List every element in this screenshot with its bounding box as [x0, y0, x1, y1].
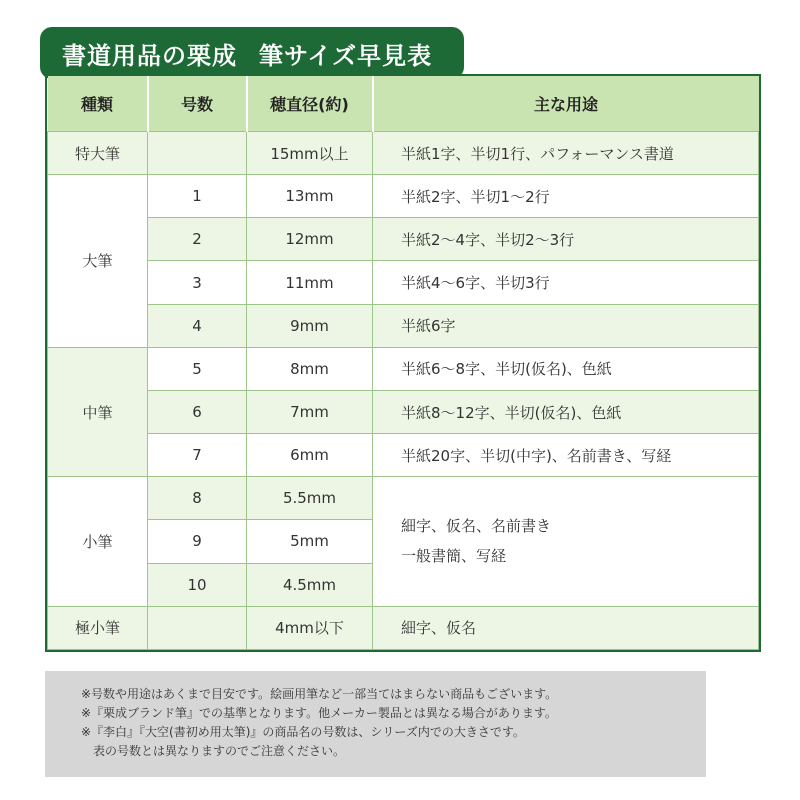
table-row [48, 132, 759, 175]
table-row [48, 218, 759, 261]
cell-diameter: 7mm [247, 390, 373, 433]
cell-diameter: 8mm [247, 347, 373, 390]
note-line: ※『李白』『大空(書初め用太筆)』の商品名の号数は、シリーズ内での大きさです。 [81, 725, 525, 739]
page-title [40, 27, 464, 79]
table-row [48, 175, 759, 218]
cell-number: 2 [148, 218, 247, 261]
cell-diameter: 11mm [247, 261, 373, 304]
cell-number: 9 [148, 520, 247, 563]
usage-line: 一般書簡、写経 [401, 547, 507, 566]
cell-usage: 半紙2～4字、半切2～3行 [373, 218, 759, 261]
title-shop-name: 書道用品の栗成 [62, 41, 237, 70]
cell-number: 8 [148, 477, 247, 520]
cell-number: 10 [148, 563, 247, 606]
cell-number [148, 132, 247, 175]
table-row [48, 606, 759, 649]
cell-number [148, 606, 247, 649]
cell-diameter: 6mm [247, 434, 373, 477]
cell-diameter: 4.5mm [247, 563, 373, 606]
table-row [48, 304, 759, 347]
cell-usage [373, 477, 759, 606]
cell-type: 極小筆 [48, 606, 148, 649]
cell-number: 1 [148, 175, 247, 218]
cell-number: 4 [148, 304, 247, 347]
table-header-row [48, 76, 759, 132]
table-row [48, 261, 759, 304]
brush-size-table [47, 76, 759, 650]
cell-usage: 半紙8～12字、半切(仮名)、色紙 [373, 390, 759, 433]
cell-usage: 半紙4～6字、半切3行 [373, 261, 759, 304]
cell-diameter: 15mm以上 [247, 132, 373, 175]
cell-diameter: 4mm以下 [247, 606, 373, 649]
table-row [48, 434, 759, 477]
cell-diameter: 13mm [247, 175, 373, 218]
title-chart-name: 筆サイズ早見表 [259, 41, 433, 70]
cell-diameter: 12mm [247, 218, 373, 261]
cell-number: 6 [148, 390, 247, 433]
cell-number: 3 [148, 261, 247, 304]
cell-usage: 半紙6字 [373, 304, 759, 347]
note-line: ※号数や用途はあくまで目安です。絵画用筆など一部当てはまらない商品もございます。 [81, 687, 558, 701]
header-number: 号数 [148, 76, 247, 132]
cell-usage: 半紙20字、半切(中字)、名前書き、写経 [373, 434, 759, 477]
cell-usage: 半紙1字、半切1行、パフォーマンス書道 [373, 132, 759, 175]
cell-usage: 半紙2字、半切1～2行 [373, 175, 759, 218]
cell-diameter: 9mm [247, 304, 373, 347]
brush-size-table-container [45, 74, 761, 652]
header-type: 種類 [48, 76, 148, 132]
note-line: 表の号数とは異なりますのでご注意ください。 [93, 744, 346, 758]
cell-usage: 細字、仮名 [373, 606, 759, 649]
cell-type: 大筆 [48, 175, 148, 348]
table-row [48, 390, 759, 433]
usage-line: 細字、仮名、名前書き [401, 517, 552, 536]
notes-box [45, 671, 706, 777]
cell-usage: 半紙6～8字、半切(仮名)、色紙 [373, 347, 759, 390]
note-line: ※『栗成ブランド筆』での基準となります。他メーカー製品とは異なる場合があります。 [81, 706, 557, 720]
cell-diameter: 5mm [247, 520, 373, 563]
cell-diameter: 5.5mm [247, 477, 373, 520]
cell-type: 中筆 [48, 347, 148, 476]
cell-number: 5 [148, 347, 247, 390]
table-row [48, 347, 759, 390]
header-usage: 主な用途 [373, 76, 759, 132]
cell-number: 7 [148, 434, 247, 477]
cell-type: 特大筆 [48, 132, 148, 175]
cell-type: 小筆 [48, 477, 148, 606]
table-row [48, 477, 759, 520]
header-diameter: 穂直径(約) [247, 76, 373, 132]
